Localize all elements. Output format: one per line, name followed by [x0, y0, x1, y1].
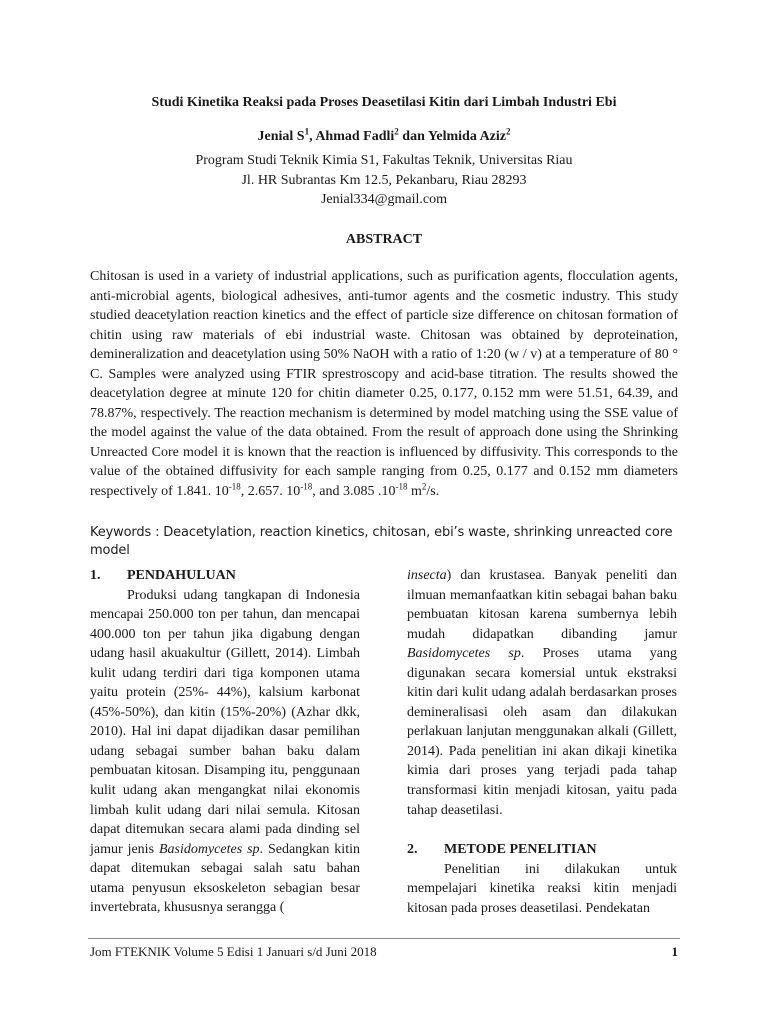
exponent: -18 [300, 480, 313, 491]
section-number: 2. [407, 842, 418, 858]
section-title: PENDAHULUAN [127, 568, 236, 583]
exponent: -18 [228, 480, 241, 491]
author-name: Jenial S [257, 129, 305, 144]
intro-text: . Sedangkan kitin dapat ditemukan sebagai salah satu bahan utama penyusun eksoskeleton sebagian besar invertebrata, khususnya serangga ( [90, 841, 360, 916]
author-affil-mark: 2 [506, 126, 511, 137]
author-separator: dan [398, 129, 428, 144]
abstract-text-part: , 2.657. 10 [240, 483, 301, 499]
abstract-heading: ABSTRACT [345, 232, 423, 247]
page-number: 1 [671, 944, 678, 959]
author-email[interactable]: Jenial334@gmail.com [320, 192, 448, 207]
footer-rule [88, 938, 680, 939]
left-column [90, 566, 360, 918]
exponent: -18 [395, 480, 408, 491]
keywords-line: Keywords : Deacetylation, reaction kinetics, chitosan, ebi’s waste, shrinking unreacted core model [90, 525, 673, 558]
section-number: 1. [90, 568, 101, 583]
spacer [407, 820, 677, 840]
abstract-text: Chitosan is used in a variety of industrial applications, such as purification agents, flocculation agents, anti-microbial agents, biological adhesives, anti-tumor agents and the cosmetic industry. This study studied deacetylation reaction kinetics and the effect of particle size difference on chitosan formation of chitin using raw materials of ebi industrial waste. Chitosan was obtained by deproteination, demineralization and deacetylation using 50% NaOH with a ratio of 1:20 (w / v) at a temperature of 80 ° C. Samples were analyzed using FTIR sprestroscopy and acid-base titration. The results showed the deacetylation degree at minute 120 for chitin diameter 0.25, 0.177, 0.152 mm were 51.51, 64.39, and 78.87%, respectively. The reaction mechanism is determined by model matching using the SSE value of the model against the value of the data obtained. From the result of approach done using the Shrinking Unreacted Core model it is known that the reaction is influenced by diffusivity. This corresponds to the value of the obtained diffusivity for each sample ranging from 0.25, 0.177 and 0.152 mm diameters respectively of 1.841. 10 [90, 269, 678, 499]
abstract-body [90, 267, 678, 501]
journal-footer: Jom FTEKNIK Volume 5 Edisi 1 Januari s/d Juni 2018 [90, 944, 377, 959]
affiliation-block [0, 151, 768, 210]
taxon-name: insecta [407, 568, 447, 583]
author-list [0, 128, 768, 146]
right-column [407, 566, 677, 918]
affiliation-address: Jl. HR Subrantas Km 12.5, Pekanbaru, Riau 28293 [241, 172, 527, 188]
affiliation-program: Program Studi Teknik Kimia S1, Fakultas Teknik, Universitas Riau [195, 153, 573, 168]
unit-exponent: 2 [421, 480, 427, 491]
section-title: METODE PENELITIAN [444, 842, 597, 858]
method-paragraph: Penelitian ini dilakukan untuk mempelajari kinetika reaksi kitin menjadi kitosan pada proses deasetilasi. Pendekatan [407, 861, 677, 916]
species-name: Basidomycetes sp [407, 646, 521, 662]
author-affil-mark: 1 [304, 126, 310, 137]
unit-text: m [407, 483, 422, 499]
author-separator: , [309, 129, 316, 144]
species-name: Basidomycetes sp [158, 841, 260, 857]
paper-title: Studi Kinetika Reaksi pada Proses Deasetilasi Kitin dari Limbah Industri Ebi [151, 95, 617, 110]
intro-text: Produksi udang tangkapan di Indonesia mencapai 250.000 ton per tahun, dan mencapai 400.000 ton per tahun jika digabung dengan udang hasil akuakultur (Gillett, 2014). Limbah kulit udang terdiri dari tiga komponen utama yaitu protein (25%- 44%), kalsium karbonat (45%-50%), dan kitin (15%-20%) (Azhar dkk, 2010). Hal ini dapat dijadikan dasar pemilihan udang sebagai sumber bahan baku dalam pembuatan kitosan. Disamping itu, penggunaan kulit udang akan mengangkat nilai ekonomis limbah kulit udang dari nilai semula. Kitosan dapat ditemukan secara alami pada dinding sel jamur jenis [90, 587, 360, 857]
author-name: Ahmad Fadli [315, 129, 395, 144]
abstract-text-part: , and 3.085 .10 [312, 483, 396, 499]
intro-text: ) dan krustasea. Banyak peneliti dan ilmuan memanfaatkan kitin sebagai bahan baku pembuatan kitosan karena sumbernya lebih mudah didapatkan dibanding jamur [407, 568, 677, 642]
intro-text: . Proses utama yang digunakan secara komersial untuk ekstraksi kitin dari kulit udang adalah berdasarkan proses demineralisasi oleh asam dan dilakukan perlakuan lanjutan menggunakan alkali (Gillett, 2014). Pada penelitian ini akan dikaji kinetika kimia dari proses yang terjadi pada tahap transformasi kitin menjadi kitosan, yaitu pada tahap deasetilasi. [407, 646, 677, 818]
section-heading-pendahuluan [90, 566, 360, 586]
intro-paragraph-continued [407, 566, 677, 820]
intro-paragraph [90, 586, 360, 918]
author-name: Yelmida Aziz [427, 129, 506, 144]
section-heading-metode [407, 840, 677, 860]
abstract-end: /s. [426, 483, 440, 499]
author-affil-mark: 2 [394, 126, 399, 137]
